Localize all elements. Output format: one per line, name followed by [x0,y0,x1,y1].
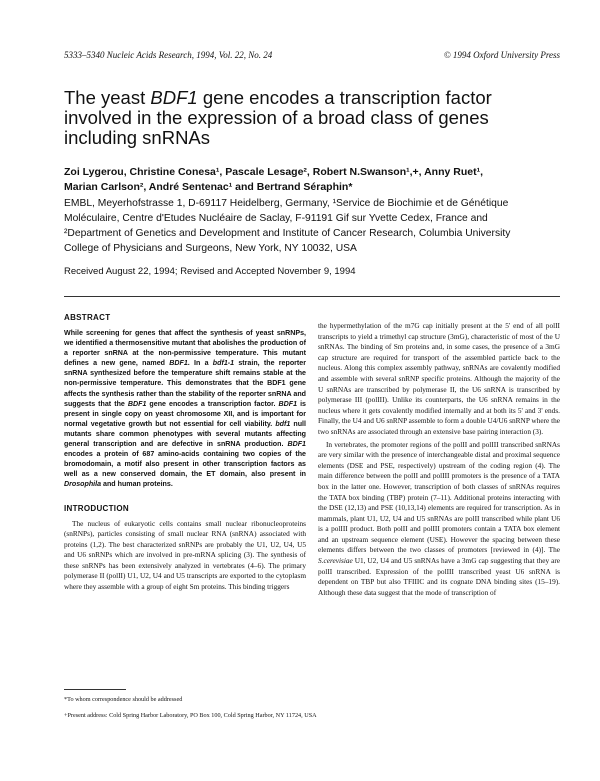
journal-citation: 5333–5340 Nucleic Acids Research, 1994, Vol. 22, No. 24 [64,50,273,60]
affiliation-line-3: ²Department of Genetics and Development and Institute of Cancer Research, Columbia University [64,228,511,239]
body-paragraph-2: In vertebrates, the promoter regions of the polII and polIII transcribed snRNAs are very similar with the presence of interchangeable distal and proximal sequence elements (DSE and PSE, respectively) upstream of the coding region (4). The main difference between the polII and polIII promoters is the presence of a TATA box in the latter one. However, transcription of both classes of snRNAs requires the TATA box binding (TBP) protein (7–11). Additional proteins interacting with the DSE (12,13) and PSE (10,13,14) elements are required for transcription. As in mammals, plant U1, U2, U4 and U5 snRNAs are polII transcribed while plant U6 is a polIII product. Both polII and polIII promoters contain a TATA box element and an upstream sequence element (USE). However the spacing between these elements differs between the two classes of promoters [reviewed in (4)]. The S.cerevisiae U1, U2, U4 and U5 snRNAs have a 3mG cap suggesting that they are polII transcribed. Expression of the polIII transcribed yeast U6 snRNA is dependent on TBP but also TFIIIC and its cognate DNA binding sites (15–19). Although these data suggest that the mode of transcription of [318,439,560,597]
affiliations [64,196,564,256]
section-divider [64,296,560,297]
copyright-notice: © 1994 Oxford University Press [443,50,560,60]
affiliation-line-4: College of Physicians and Surgeons, New York, NY 10032, USA [64,243,357,254]
author-line-2: Marian Carlson², André Sentenac¹ and Bertrand Séraphin* [64,181,353,193]
right-column [318,321,560,598]
footnote-divider [64,689,126,690]
abstract-heading: ABSTRACT [64,313,111,322]
received-dates: Received August 22, 1994; Revised and Accepted November 9, 1994 [64,266,356,277]
title-part-2: gene encodes a transcription factor involved in the expression of a broad class of genes including snRNAs [64,87,492,148]
affiliation-line-1: EMBL, Meyerhofstrasse 1, D-69117 Heidelberg, Germany, ¹Service de Biochimie et de Génétique [64,198,509,209]
affiliation-line-2: Moléculaire, Centre d'Etudes Nucléaire de Saclay, F-91191 Gif sur Yvette Cedex, France and [64,213,488,224]
abstract-body: While screening for genes that affect the synthesis of yeast snRNPs, we identified a thermosensitive mutant that abolishes the production of a reporter snRNA at the non-permissive temperature. This mutant defines a new gene, named BDF1. In a bdf1-1 strain, the reporter snRNA synthesized before the temperature shift remains stable at the non-permissive temperature. This demonstrates that the BDF1 gene affects the synthesis rather than the stability of the reporter snRNA and suggests that the BDF1 gene encodes a transcription factor. BDF1 is present in single copy on yeast chromosome XII, and is important for normal vegetative growth but not essential for cell viability. bdf1 null mutants share common phenotypes with several mutants affecting general transcription and are defective in snRNA production. BDF1 encodes a protein of 687 amino-acids containing two copies of the bromodomain, a motif also present in other transcription factors as well as a new conserved domain, the ET domain, also present in Drosophila and human proteins. [64,329,306,489]
article-title [64,88,564,148]
footnote-present-address: +Present address: Cold Spring Harbor Laboratory, PO Box 100, Cold Spring Harbor, NY 11724, USA [64,712,317,719]
footnote-correspondence: *To whom correspondence should be addressed [64,696,183,703]
author-list [64,165,564,195]
author-line-1: Zoi Lygerou, Christine Conesa¹, Pascale Lesage², Robert N.Swanson¹,+, Anny Ruet¹, [64,166,484,178]
title-gene-name: BDF1 [150,87,198,108]
introduction-paragraph: The nucleus of eukaryotic cells contains small nuclear ribonucleoproteins (snRNPs), particles consisting of small nuclear RNA (snRNA) associated with proteins (1,2). The best characterized snRNPs are probably the U1, U2, U4, U5 and U6 snRNPs which are involved in pre-mRNA splicing (3). The synthesis of these snRNPs has been extensively analyzed in vertebrates (4–6). The primary polymerase II (polII) U1, U2, U4 and U5 transcripts are exported to the cytoplasm where they assemble with a group of eight Sm proteins. This binding triggers [64,518,306,592]
body-paragraph-1: the hypermethylation of the m7G cap initially present at the 5' end of all polII transcripts to yield a trimethyl cap structure (3mG), characteristic of most of the U snRNAs. The binding of Sm proteins and, in some cases, the presence of a 3mG cap structure are required for transport of the assembled particle back to the nucleus. Along this complex assembly pathway, snRNAs are covalently modified and assemble with several snRNP specific proteins. Although the majority of the U snRNAs are transcribed by polymerase II, the U6 snRNA is transcribed by polymerase III (polIII). Unlike its counterparts, the U6 snRNA remains in the nucleus where it gets covalently modified internally and at both its 5' and 3' ends. Finally, the U4 and U6 snRNP assemble to form a double U4/U6 snRNP where the two snRNAs are associated through an extensive base pairing interaction (3). [318,321,560,436]
running-head [64,50,560,60]
title-part-1: The yeast [64,87,151,108]
left-column [64,313,306,593]
introduction-heading: INTRODUCTION [64,503,129,513]
